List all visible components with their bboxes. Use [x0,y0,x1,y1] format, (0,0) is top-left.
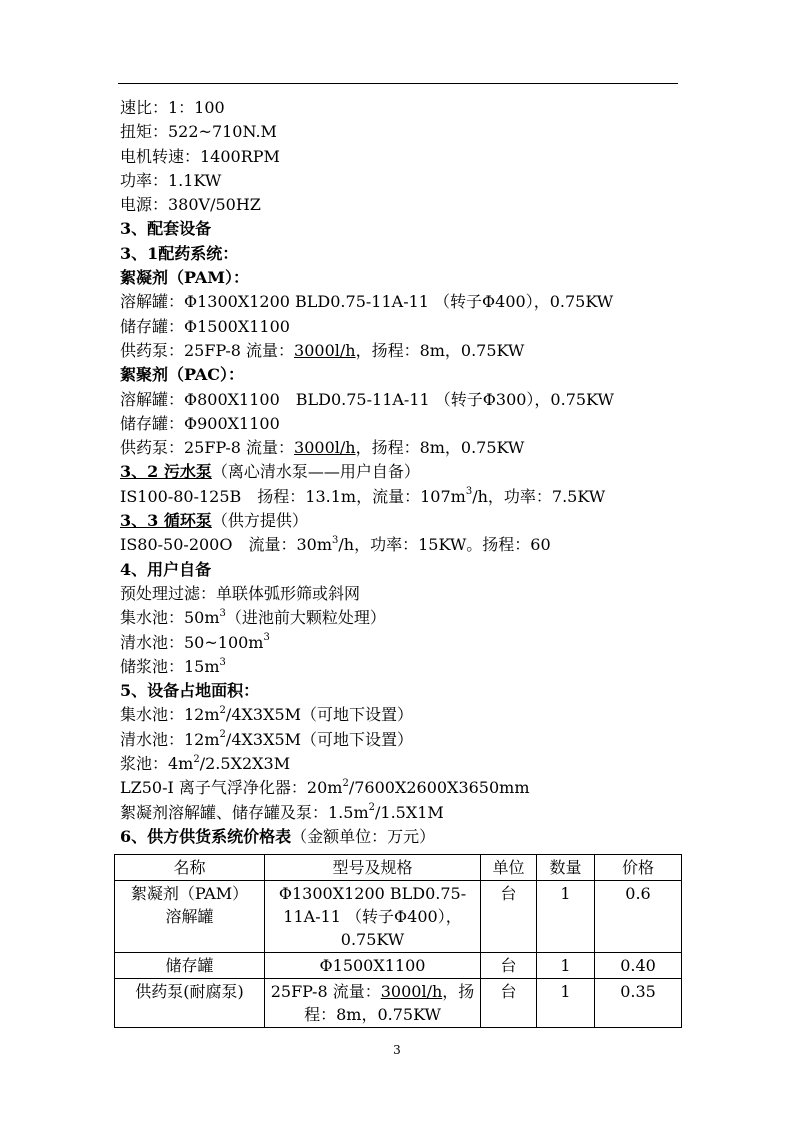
pam-storage-tank: 储存罐：Φ1500X1100 [120,316,290,336]
price-table-unit-note: （金额单位：万元） [291,826,436,846]
circulation-pump-spec-tail: /h，功率：15KW。扬程：60 [338,535,551,555]
cell-spec [265,979,481,1028]
unit-superscript: 2 [193,753,200,765]
area-clear-water-pool [120,728,680,752]
unit-superscript: 3 [465,486,473,498]
section-5-heading: 5、设备占地面积： [120,681,260,701]
header-price: 价格 [595,855,682,881]
area-text: 絮凝剂溶解罐、储存罐及泵：1.5m [120,802,369,822]
clear-water-pool [120,631,680,655]
unit-superscript: 2 [219,705,226,717]
param-power: 功率：1.1KW [120,170,222,190]
pac-pump-flow: 3000l/h [294,438,356,458]
section-4-heading: 4、用户自备 [120,559,212,579]
param-supply: 电源：380V/50HZ [120,195,261,215]
cell-qty: 1 [537,881,595,953]
table-header-row [115,855,682,881]
collection-pool [120,606,680,630]
collection-pool-note: （进池前大颗粒处理） [225,608,386,628]
pac-storage-tank: 储存罐：Φ900X1100 [120,413,280,433]
circulation-pump-spec [120,533,680,557]
unit-superscript: 3 [219,607,226,619]
header-qty: 数量 [537,855,595,881]
unit-superscript: 2 [219,729,226,741]
table-row [115,979,682,1028]
cell-spec: Φ1500X1100 [265,953,481,979]
cell-price: 0.35 [595,979,682,1028]
cell-spec: Φ1300X1200 BLD0.75-11A-11 （转子Φ400），0.75KW [265,881,481,953]
section-6-heading [120,825,680,849]
area-tail: /4X3X5M（可地下设置） [225,729,414,749]
pam-pump-prefix: 供药泵：25FP-8 流量： [120,340,295,360]
pac-pump-suffix: ，扬程：8m，0.75KW [355,438,525,458]
cell-name: 储存罐 [115,953,265,979]
circulation-pump-spec-text: IS80-50-200O 流量：30m [120,535,333,555]
unit-superscript: 2 [342,777,349,789]
section-3-heading: 3、配套设备 [120,219,212,239]
cell-qty: 1 [537,953,595,979]
pam-dissolve-tank: 溶解罐：Φ1300X1200 BLD0.75-11A-11 （转子Φ400），0.75KW [120,292,614,312]
unit-superscript: 2 [368,802,375,814]
pump-spec-text: 25FP-8 流量： [270,982,381,1001]
pretreatment-filter: 预处理过滤：单联体弧形筛或斜网 [120,583,361,603]
pump-spec-tail: ，扬程：8m，0.75KW [304,982,475,1024]
param-motor-speed: 电机转速：1400RPM [120,146,280,166]
pac-dosing-pump [120,436,680,460]
param-ratio: 速比：1：100 [120,98,225,117]
area-text: 清水池：12m [120,729,220,749]
table-row [115,953,682,979]
sewage-pump-title: 3、2 污水泵 [120,462,212,482]
pac-pump-prefix: 供药泵：25FP-8 流量： [120,438,295,458]
cell-price: 0.6 [595,881,682,953]
price-table [114,854,682,1028]
area-tail: /1.5X1M [375,802,444,822]
table-row [115,881,682,953]
pam-heading: 絮凝剂（PAM）： [120,268,249,288]
pam-dosing-pump [120,339,680,363]
area-tail: /2.5X2X3M [199,754,291,774]
area-slurry-pool [120,752,680,776]
param-torque: 扭矩：522~710N.M [120,122,277,142]
pam-pump-flow: 3000l/h [294,340,356,360]
area-text: LZ50-I 离子气浮净化器：20m [120,778,343,798]
pac-heading: 絮聚剂（PAC）： [120,365,245,385]
area-text: 集水池：12m [120,705,220,725]
cell-name: 絮凝剂（PAM）溶解罐 [115,881,265,953]
pam-pump-suffix: ，扬程：8m，0.75KW [355,340,525,360]
sewage-pump-note: （离心清水泵——用户自备） [211,462,420,482]
section-3-3-heading [120,509,680,533]
unit-superscript: 3 [263,632,270,644]
header-rule [118,83,678,84]
area-tail: /4X3X5M（可地下设置） [225,705,414,725]
price-table-title: 6、供方供货系统价格表 [120,826,292,846]
sewage-pump-spec-tail: /h，功率：7.5KW [472,486,606,506]
pac-dissolve-tank: 溶解罐：Φ800X1100 BLD0.75-11A-11 （转子Φ300），0.75KW [120,389,614,409]
collection-pool-text: 集水池：50m [120,608,220,628]
page-number: 3 [393,1043,401,1057]
area-collection-pool [120,703,680,727]
header-unit: 单位 [481,855,537,881]
cell-qty: 1 [537,979,595,1028]
sewage-pump-spec-text: IS100-80-125B 扬程：13.1m，流量：107m [120,486,466,506]
cell-name: 供药泵(耐腐泵) [115,979,265,1028]
area-purifier [120,776,680,800]
pump-flow-rate: 3000l/h [380,982,443,1001]
cell-unit: 台 [481,979,537,1028]
clear-water-pool-text: 清水池：50~100m [120,632,264,652]
area-text: 浆池：4m [120,754,194,774]
slurry-pool [120,655,680,679]
circulation-pump-title: 3、3 循环泵 [120,511,212,531]
area-tail: /7600X2600X3650mm [348,778,530,798]
section-3-2-heading [120,460,680,484]
area-flocculant-system [120,801,680,825]
header-name: 名称 [115,855,265,881]
unit-superscript: 3 [219,656,226,668]
cell-unit: 台 [481,953,537,979]
header-spec: 型号及规格 [265,855,481,881]
section-3-1-heading: 3、1配药系统： [120,243,239,263]
unit-superscript: 3 [332,535,339,547]
slurry-pool-text: 储浆池：15m [120,656,220,676]
cell-unit: 台 [481,881,537,953]
circulation-pump-note: （供方提供） [211,511,308,531]
body-text [120,96,680,849]
cell-price: 0.40 [595,953,682,979]
sewage-pump-spec [120,485,680,509]
